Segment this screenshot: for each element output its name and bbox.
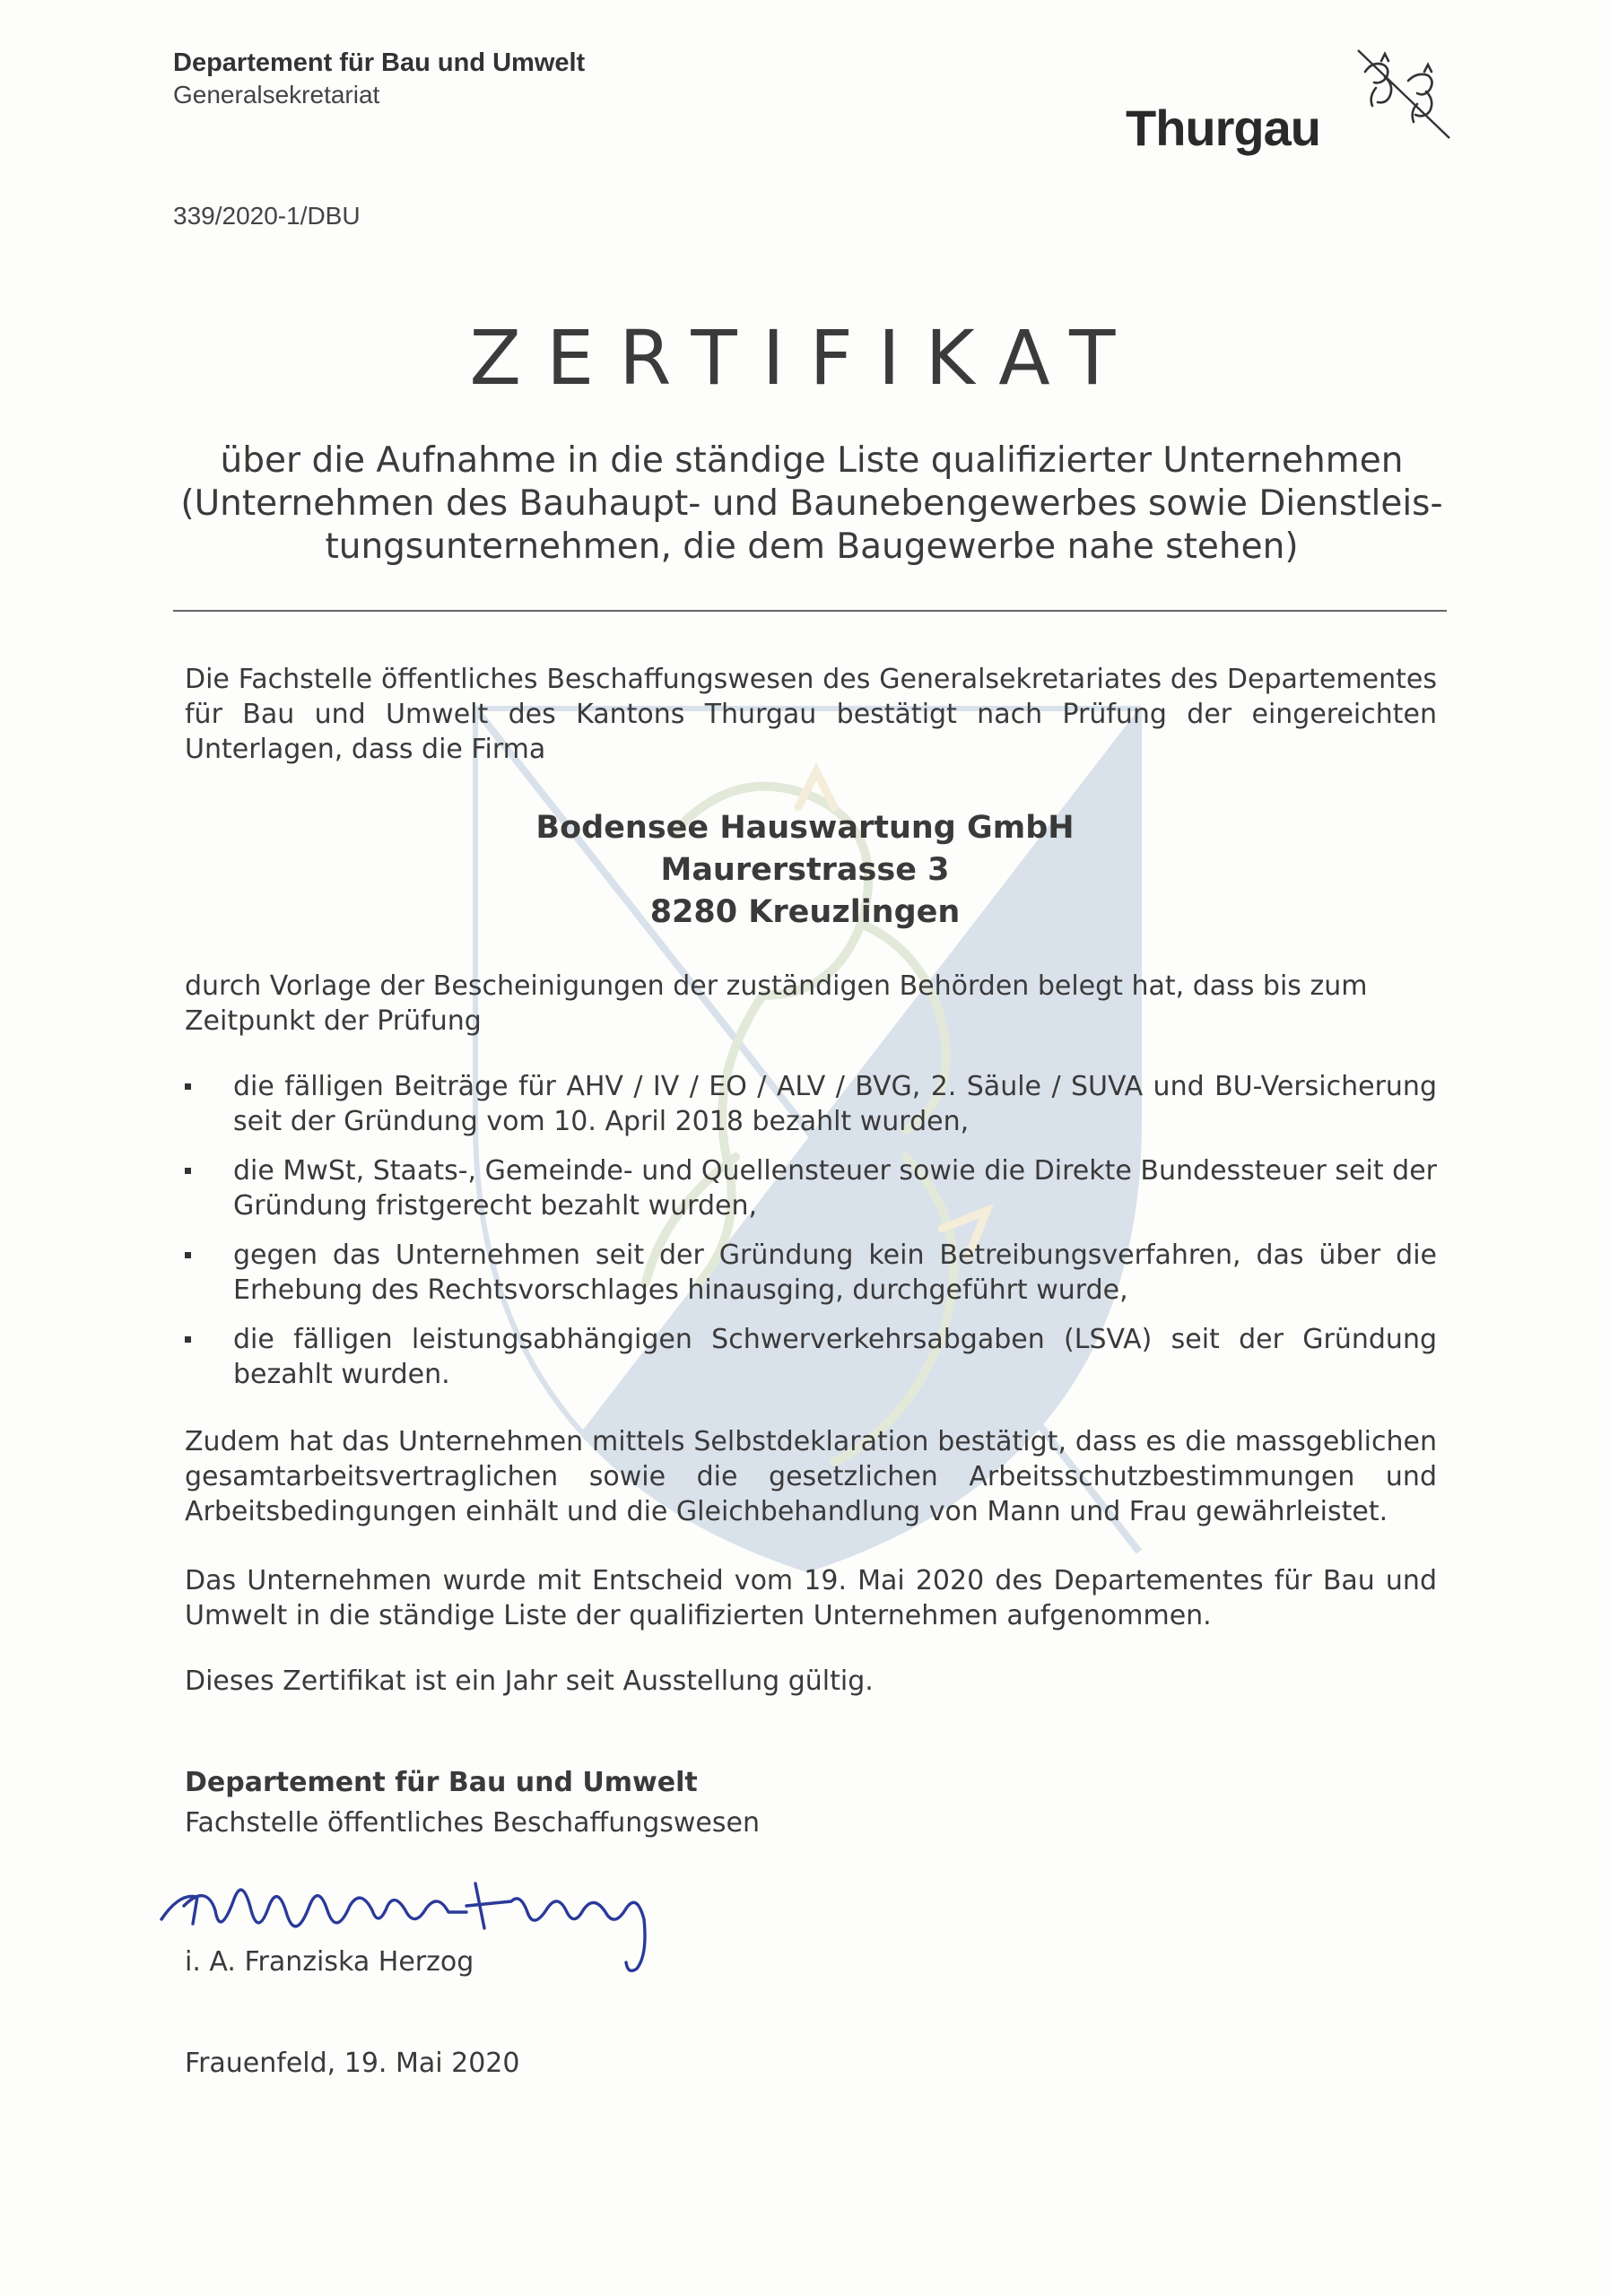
declaration-paragraph: Zudem hat das Unternehmen mittels Selbstdeklaration bestätigt, dass es die massgeblichen gesamtarbeitsvertraglichen sowie die gesetzlichen Arbeitsschutzbestimmungen und Arbeitsbedingungen einhält und die Gleichbehandlung von Mann und Frau gewährleistet. xyxy=(185,1426,1437,1527)
bullet-icon xyxy=(185,1168,191,1174)
signature-department: Departement für Bau und Umwelt xyxy=(185,1767,698,1798)
horizontal-rule xyxy=(173,610,1447,612)
list-item xyxy=(185,1238,1437,1308)
company-city: 8280 Kreuzlingen xyxy=(649,894,961,930)
subtitle-line: über die Aufnahme in die ständige Liste qualifizierter Unternehmen xyxy=(220,440,1404,481)
validity-paragraph: Dieses Zertifikat ist ein Jahr seit Ausstellung gültig. xyxy=(185,1665,874,1697)
company-address xyxy=(0,807,1610,934)
evidence-intro: durch Vorlage der Bescheinigungen der zuständigen Behörden belegt hat, dass bis zum Zeitpunkt der Prüfung xyxy=(185,970,1368,1037)
bullet-icon xyxy=(185,1336,191,1343)
certificate-subtitle xyxy=(175,439,1449,569)
signer-name: i. A. Franziska Herzog xyxy=(185,1946,474,1978)
list-item-text: die fälligen leistungsabhängigen Schwerverkehrsabgaben (LSVA) seit der Gründung bezahlt wurden. xyxy=(233,1324,1437,1390)
list-item-text: die fälligen Beiträge für AHV / IV / EO / ALV / BVG, 2. Säule / SUVA und BU-Versicherung seit der Gründung vom 10. April 2018 bezahlt wurden, xyxy=(233,1071,1437,1137)
header-department: Departement für Bau und Umwelt xyxy=(173,48,586,77)
list-item-text: gegen das Unternehmen seit der Gründung kein Betreibungsverfahren, das über die Erhebung des Rechtsvorschlages hinausging, durchgeführt wurde, xyxy=(233,1239,1437,1306)
subtitle-line: tungsunternehmen, die dem Baugewerbe nahe stehen) xyxy=(325,526,1299,567)
place-and-date: Frauenfeld, 19. Mai 2020 xyxy=(185,2048,520,2079)
company-street: Maurerstrasse 3 xyxy=(660,852,950,888)
thurgau-logo-text: Thurgau xyxy=(1126,100,1320,156)
list-item-text: die MwSt, Staats-, Gemeinde- und Quellensteuer sowie die Direkte Bundessteuer seit der Gründung fristgerecht bezahlt wurden, xyxy=(233,1155,1437,1222)
bullet-icon xyxy=(185,1252,191,1258)
decision-paragraph: Das Unternehmen wurde mit Entscheid vom 19. Mai 2020 des Departementes für Bau und Umwelt in die ständige Liste der qualifizierten Unternehmen aufgenommen. xyxy=(185,1565,1437,1631)
certificate-title: ZERTIFIKAT xyxy=(469,314,1141,402)
bullet-icon xyxy=(185,1083,191,1090)
subtitle-line: (Unternehmen des Bauhaupt- und Baunebengewerbes sowie Dienstleis- xyxy=(180,483,1443,524)
signature-unit: Fachstelle öffentliches Beschaffungswesen xyxy=(185,1807,760,1839)
thurgau-lion-icon xyxy=(1345,45,1453,144)
intro-paragraph: Die Fachstelle öffentliches Beschaffungswesen des Generalsekretariates des Departementes für Bau und Umwelt des Kantons Thurgau bestätigt nach Prüfung der eingereichten Unterlagen, dass die Firma xyxy=(185,664,1437,765)
evidence-list xyxy=(185,1069,1437,1406)
reference-number: 339/2020-1/DBU xyxy=(173,202,361,230)
list-item xyxy=(185,1069,1437,1139)
company-name: Bodensee Hauswartung GmbH xyxy=(535,810,1075,846)
list-item xyxy=(185,1153,1437,1223)
list-item xyxy=(185,1322,1437,1392)
header-unit: Generalsekretariat xyxy=(173,81,380,109)
